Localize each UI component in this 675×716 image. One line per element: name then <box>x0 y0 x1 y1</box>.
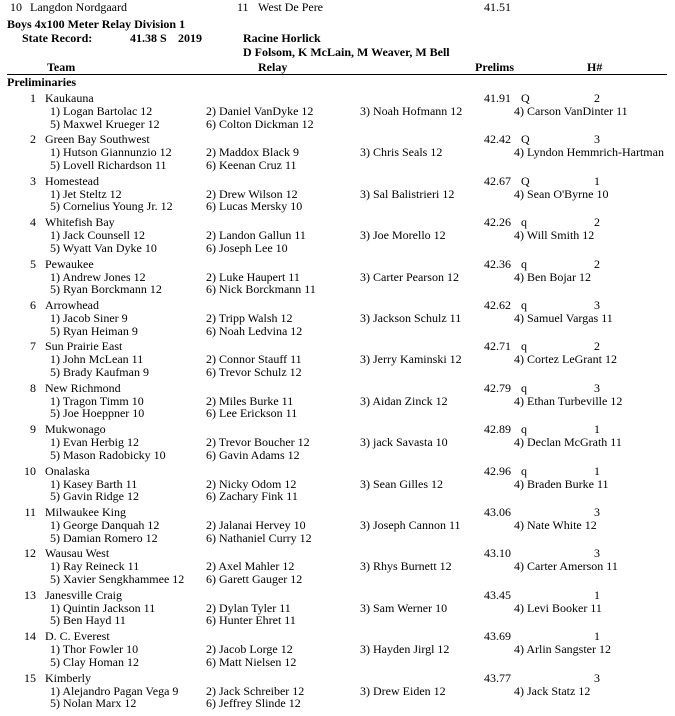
team-name: Whitefish Bay <box>45 215 115 230</box>
qualifier-mark: q <box>521 463 527 478</box>
relay-runner-5: 5) Xavier Sengkhammee 12 <box>50 571 185 586</box>
relay-runner-6: 6) Joseph Lee 10 <box>206 240 288 255</box>
relay-runner-6: 6) Lucas Mersky 10 <box>206 199 303 214</box>
prelim-time: 42.62 <box>484 298 511 312</box>
heat-number: 3 <box>594 380 600 395</box>
team-name: Sun Prairie East <box>45 339 123 354</box>
relay-runner-6: 6) Zachary Fink 11 <box>206 489 298 504</box>
heat-number: 2 <box>594 339 600 354</box>
relay-runner-4: 4) Arlin Sangster 12 <box>514 642 611 657</box>
team-name: Milwaukee King <box>45 505 126 519</box>
qualifier-mark: q <box>521 339 527 354</box>
relay-runner-3: 3) Noah Hofmann 12 <box>360 104 463 118</box>
result-place: 3 <box>30 173 36 188</box>
relay-runner-1: 1) Ray Reineck 11 <box>50 559 140 574</box>
result-place: 2 <box>30 132 36 147</box>
heat-number: 2 <box>594 91 600 105</box>
heat-number: 3 <box>594 132 600 147</box>
relay-runner-5: 5) Brady Kaufman 9 <box>50 364 149 379</box>
relay-runner-1: 1) Quintin Jackson 11 <box>50 600 156 615</box>
result-place: 10 <box>24 463 36 478</box>
relay-runner-1: 1) John McLean 11 <box>50 352 144 367</box>
relay-runner-3: 3) Sal Balistrieri 12 <box>360 186 455 201</box>
heat-number: 3 <box>594 298 600 312</box>
result-place: 5 <box>30 256 36 271</box>
relay-runner-2: 2) Daniel VanDyke 12 <box>206 104 314 118</box>
relay-runner-5: 5) Ryan Borckmann 12 <box>50 282 162 297</box>
heat-number: 2 <box>594 256 600 271</box>
prev-row-athlete: Langdon Nordgaard <box>30 0 127 14</box>
relay-runner-5: 5) Clay Homan 12 <box>50 654 139 669</box>
event-title: Boys 4x100 Meter Relay Division 1 <box>7 17 186 31</box>
heat-number: 3 <box>594 505 600 519</box>
prelim-time: 42.79 <box>484 380 511 395</box>
qualifier-mark: q <box>521 380 527 395</box>
team-name: D. C. Everest <box>45 629 110 644</box>
record-time: 41.38 <box>130 31 157 45</box>
team-name: Kaukauna <box>45 91 94 105</box>
header-prelims: Prelims <box>475 60 515 74</box>
prelim-time: 43.10 <box>484 546 511 561</box>
relay-runner-5: 5) Joe Hoeppner 10 <box>50 406 145 421</box>
result-place: 1 <box>30 91 36 105</box>
prelim-time: 42.42 <box>484 132 511 147</box>
relay-runner-5: 5) Damian Romero 12 <box>50 530 158 545</box>
record-flag: S <box>160 31 167 45</box>
relay-runner-4: 4) Declan McGrath 11 <box>514 435 622 450</box>
prelim-time: 42.71 <box>484 339 511 354</box>
team-name: Mukwonago <box>45 422 106 437</box>
relay-runner-1: 1) Tragon Timm 10 <box>50 393 144 408</box>
relay-runner-1: 1) Jacob Siner 9 <box>50 311 128 325</box>
relay-runner-6: 6) Jeffrey Slinde 12 <box>206 696 301 711</box>
result-place: 4 <box>30 215 36 230</box>
relay-runner-4: 4) Lyndon Hemmrich-Hartman <box>514 145 664 160</box>
relay-runner-6: 6) Gavin Adams 12 <box>206 447 300 462</box>
relay-runner-6: 6) Lee Erickson 11 <box>206 406 298 421</box>
heat-number: 2 <box>594 215 600 230</box>
heat-number: 1 <box>594 463 600 478</box>
prelim-time: 42.96 <box>484 463 511 478</box>
relay-runner-5: 5) Mason Radobicky 10 <box>50 447 166 462</box>
relay-runner-5: 5) Maxwel Krueger 12 <box>50 116 160 131</box>
prelim-time: 43.77 <box>484 670 511 685</box>
relay-runner-5: 5) Ryan Heiman 9 <box>50 323 138 338</box>
relay-runner-2: 2) Tripp Walsh 12 <box>206 311 293 325</box>
relay-runner-5: 5) Cornelius Young Jr. 12 <box>50 199 173 214</box>
relay-runner-1: 1) Hutson Giannunzio 12 <box>50 145 172 160</box>
result-place: 8 <box>30 380 36 395</box>
result-place: 12 <box>24 546 36 561</box>
relay-runner-2: 2) Jack Schreiber 12 <box>206 683 305 698</box>
relay-runner-2: 2) Jacob Lorge 12 <box>206 642 293 657</box>
relay-runner-4: 4) Carter Amerson 11 <box>514 559 618 574</box>
relay-runner-4: 4) Ben Bojar 12 <box>514 269 591 284</box>
qualifier-mark: q <box>521 256 527 271</box>
relay-runner-4: 4) Samuel Vargas 11 <box>514 311 613 325</box>
team-name: Kimberly <box>45 670 91 685</box>
prev-row-time: 41.51 <box>484 0 511 14</box>
relay-runner-4: 4) Will Smith 12 <box>514 228 595 243</box>
prelim-time: 42.89 <box>484 422 511 437</box>
qualifier-mark: q <box>521 298 527 312</box>
record-members: D Folsom, K McLain, M Weaver, M Bell <box>243 45 450 59</box>
relay-runner-3: 3) Drew Eiden 12 <box>360 683 446 698</box>
relay-runner-1: 1) Kasey Barth 11 <box>50 476 138 491</box>
prelim-time: 42.26 <box>484 215 511 230</box>
relay-runner-3: 3) Joseph Cannon 11 <box>360 518 461 532</box>
relay-runner-4: 4) Nate White 12 <box>514 518 597 532</box>
relay-runner-5: 5) Lovell Richardson 11 <box>50 157 167 172</box>
relay-runner-1: 1) Jack Counsell 12 <box>50 228 145 243</box>
relay-runner-4: 4) Carson VanDinter 11 <box>514 104 628 118</box>
prelim-time: 43.45 <box>484 587 511 602</box>
record-team: Racine Horlick <box>243 31 321 45</box>
header-heat: H# <box>587 60 603 74</box>
heat-number: 3 <box>594 670 600 685</box>
relay-runner-2: 2) Miles Burke 11 <box>206 393 294 408</box>
prelim-time: 41.91 <box>484 91 511 105</box>
record-year: 2019 <box>178 31 202 45</box>
team-name: Wausau West <box>45 546 110 561</box>
result-place: 13 <box>24 587 36 602</box>
relay-runner-5: 5) Gavin Ridge 12 <box>50 489 139 504</box>
team-name: Janesville Craig <box>45 587 122 602</box>
qualifier-mark: q <box>521 422 527 437</box>
result-place: 6 <box>30 298 36 312</box>
relay-runner-6: 6) Noah Ledvina 12 <box>206 323 303 338</box>
relay-runner-4: 4) Cortez LeGrant 12 <box>514 352 617 367</box>
prelim-time: 42.67 <box>484 173 511 188</box>
relay-runner-3: 3) Carter Pearson 12 <box>360 269 459 284</box>
relay-runner-1: 1) Logan Bartolac 12 <box>50 104 153 118</box>
team-name: New Richmond <box>45 380 121 395</box>
relay-runner-3: 3) Hayden Jirgl 12 <box>360 642 450 657</box>
record-label: State Record: <box>22 31 93 45</box>
relay-runner-6: 6) Colton Dickman 12 <box>206 116 314 131</box>
header-relay: Relay <box>258 60 288 74</box>
relay-runner-3: 3) Aidan Zinck 12 <box>360 393 448 408</box>
relay-runner-3: 3) Sean Gilles 12 <box>360 476 443 491</box>
relay-runner-2: 2) Luke Haupert 11 <box>206 269 300 284</box>
relay-runner-3: 3) jack Savasta 10 <box>360 435 448 450</box>
relay-runner-5: 5) Ben Hayd 11 <box>50 613 126 628</box>
relay-runner-6: 6) Garett Gauger 12 <box>206 571 303 586</box>
relay-runner-3: 3) Joe Morello 12 <box>360 228 446 243</box>
result-place: 15 <box>24 670 36 685</box>
relay-runner-2: 2) Maddox Black 9 <box>206 145 299 160</box>
relay-runner-4: 4) Ethan Turbeville 12 <box>514 393 623 408</box>
relay-runner-1: 1) Thor Fowler 10 <box>50 642 139 657</box>
prelim-time: 42.36 <box>484 256 511 271</box>
relay-runner-3: 3) Chris Seals 12 <box>360 145 443 160</box>
result-place: 11 <box>24 505 36 519</box>
header-rule <box>7 74 667 75</box>
prelim-time: 43.69 <box>484 629 511 644</box>
relay-runner-6: 6) Keenan Cruz 11 <box>206 157 297 172</box>
prev-row-school: West De Pere <box>258 0 324 14</box>
relay-runner-2: 2) Drew Wilson 12 <box>206 186 298 201</box>
relay-runner-2: 2) Axel Mahler 12 <box>206 559 295 574</box>
relay-runner-2: 2) Trevor Boucher 12 <box>206 435 310 450</box>
heat-number: 1 <box>594 422 600 437</box>
relay-runner-2: 2) Nicky Odom 12 <box>206 476 297 491</box>
relay-runner-3: 3) Rhys Burnett 12 <box>360 559 452 574</box>
relay-runner-2: 2) Dylan Tyler 11 <box>206 600 291 615</box>
relay-runner-5: 5) Wyatt Van Dyke 10 <box>50 240 157 255</box>
prev-row-place: 10 <box>10 0 22 14</box>
qualifier-mark: Q <box>521 91 530 105</box>
prelim-time: 43.06 <box>484 505 511 519</box>
relay-runner-6: 6) Trevor Schulz 12 <box>206 364 302 379</box>
heat-number: 3 <box>594 546 600 561</box>
heat-number: 1 <box>594 629 600 644</box>
result-place: 9 <box>30 422 36 437</box>
relay-runner-3: 3) Jerry Kaminski 12 <box>360 352 462 367</box>
relay-runner-2: 2) Jalanai Hervey 10 <box>206 518 306 532</box>
relay-runner-1: 1) Evan Herbig 12 <box>50 435 139 450</box>
relay-runner-3: 3) Jackson Schulz 11 <box>360 311 462 325</box>
team-name: Onalaska <box>45 463 90 478</box>
relay-runner-6: 6) Hunter Ehret 11 <box>206 613 296 628</box>
qualifier-mark: Q <box>521 132 530 147</box>
relay-runner-1: 1) Jet Steltz 12 <box>50 186 122 201</box>
relay-runner-1: 1) Alejandro Pagan Vega 9 <box>50 683 179 698</box>
section-label: Preliminaries <box>7 75 77 89</box>
team-name: Homestead <box>45 173 99 188</box>
relay-runner-3: 3) Sam Werner 10 <box>360 600 448 615</box>
relay-runner-6: 6) Matt Nielsen 12 <box>206 654 297 669</box>
relay-runner-2: 2) Landon Gallun 11 <box>206 228 306 243</box>
result-place: 7 <box>30 339 36 354</box>
relay-runner-4: 4) Levi Booker 11 <box>514 600 602 615</box>
team-name: Arrowhead <box>45 298 99 312</box>
relay-runner-6: 6) Nathaniel Curry 12 <box>206 530 312 545</box>
relay-runner-4: 4) Braden Burke 11 <box>514 476 609 491</box>
header-team: Team <box>47 60 76 74</box>
relay-runner-1: 1) Andrew Jones 12 <box>50 269 146 284</box>
team-name: Green Bay Southwest <box>45 132 150 147</box>
heat-number: 1 <box>594 587 600 602</box>
relay-runner-1: 1) George Danquah 12 <box>50 518 160 532</box>
prev-row-place-2: 11 <box>237 0 249 14</box>
relay-runner-2: 2) Connor Stauff 11 <box>206 352 302 367</box>
team-name: Pewaukee <box>45 256 94 271</box>
qualifier-mark: Q <box>521 173 530 188</box>
qualifier-mark: q <box>521 215 527 230</box>
relay-runner-4: 4) Sean O'Byrne 10 <box>514 186 609 201</box>
relay-runner-6: 6) Nick Borckmann 11 <box>206 282 316 297</box>
relay-runner-4: 4) Jack Statz 12 <box>514 683 591 698</box>
result-place: 14 <box>24 629 36 644</box>
heat-number: 1 <box>594 173 600 188</box>
relay-runner-5: 5) Nolan Marx 12 <box>50 696 137 711</box>
